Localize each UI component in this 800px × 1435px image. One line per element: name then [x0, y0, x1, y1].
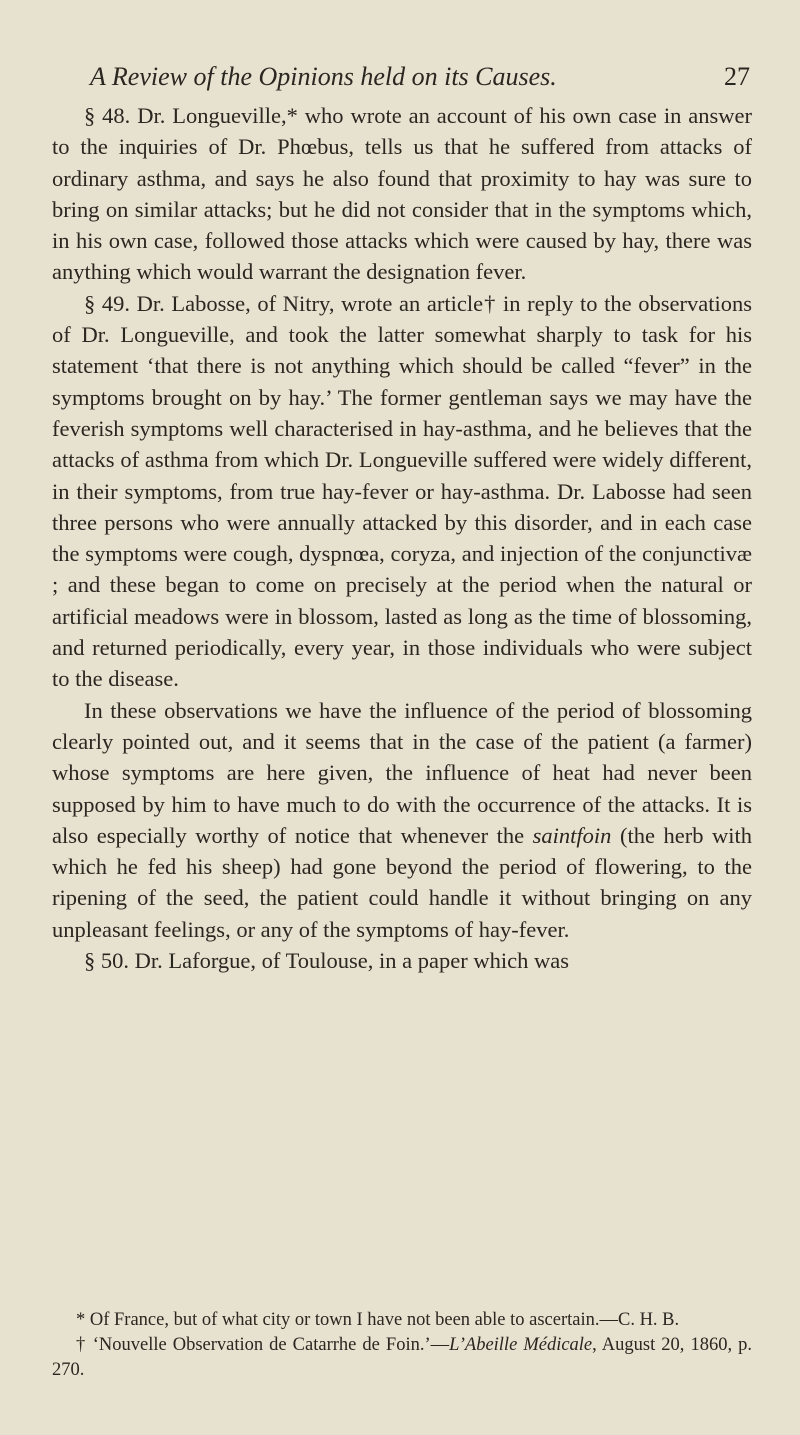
- paragraph-49: § 49. Dr. Labosse, of Nitry, wrote an article† in reply to the observations of Dr. Longueville, and took the latter somewhat sharply to task for his statement ‘that there is not anything which should be called “fever” in the symptoms brought on by hay.’ The former gentleman says we may have the feverish symptoms well characterised in hay-asthma, and he believes that the attacks of asthma from which Dr. Longueville suffered were widely different, in their symptoms, from true hay-fever or hay-asthma. Dr. Labosse had seen three persons who were annually attacked by this disorder, and in each case the symptoms were cough, dyspnœa, coryza, and injection of the conjunctivæ ; and these began to come on precisely at the period when the natural or artificial meadows were in blossom, lasted as long as the time of blossoming, and returned periodically, every year, in those individuals who were subject to the disease.: [52, 290, 752, 692]
- paragraph-observations: In these observations we have the influence of the period of blossoming clearly pointed out, and it seems that in the case of the patient (a farmer) whose symptoms are here given, the influence of heat had never been supposed by him to have much to do with the occurrence of the attacks. It is also especially worthy of notice that whenever the saintfoin (the herb with which he fed his sheep) had gone beyond the period of flowering, to the ripening of the seed, the patient could handle it without bringing on any unpleasant feelings, or any of the symptoms of hay-fever.: [52, 697, 752, 942]
- page-number: 27: [724, 62, 750, 91]
- footnotes: [52, 1308, 752, 1383]
- header-title: A Review of the Opinions held on its Causes.: [90, 62, 557, 91]
- footnote-2: † ‘Nouvelle Observation de Catarrhe de Foin.’—L’Abeille Médicale, August 20, 1860, p. 270.: [52, 1335, 752, 1380]
- paragraph-50: § 50. Dr. Laforgue, of Toulouse, in a paper which was: [84, 948, 569, 974]
- running-header: [90, 62, 750, 92]
- saintfoin-term: saintfoin: [532, 822, 612, 848]
- body-text: [52, 100, 752, 976]
- paragraph-48: § 48. Dr. Longueville,* who wrote an account of his own case in answer to the inquiries of Dr. Phœbus, tells us that he suffered from attacks of ordinary asthma, and says he also found that proximity to hay was sure to bring on similar attacks; but he did not consider that in the symptoms which, in his own case, followed those attacks which were caused by hay, there was anything which would warrant the designation fever.: [52, 103, 752, 285]
- footnote-1: * Of France, but of what city or town I have not been able to ascertain.—C. H. B.: [76, 1310, 680, 1330]
